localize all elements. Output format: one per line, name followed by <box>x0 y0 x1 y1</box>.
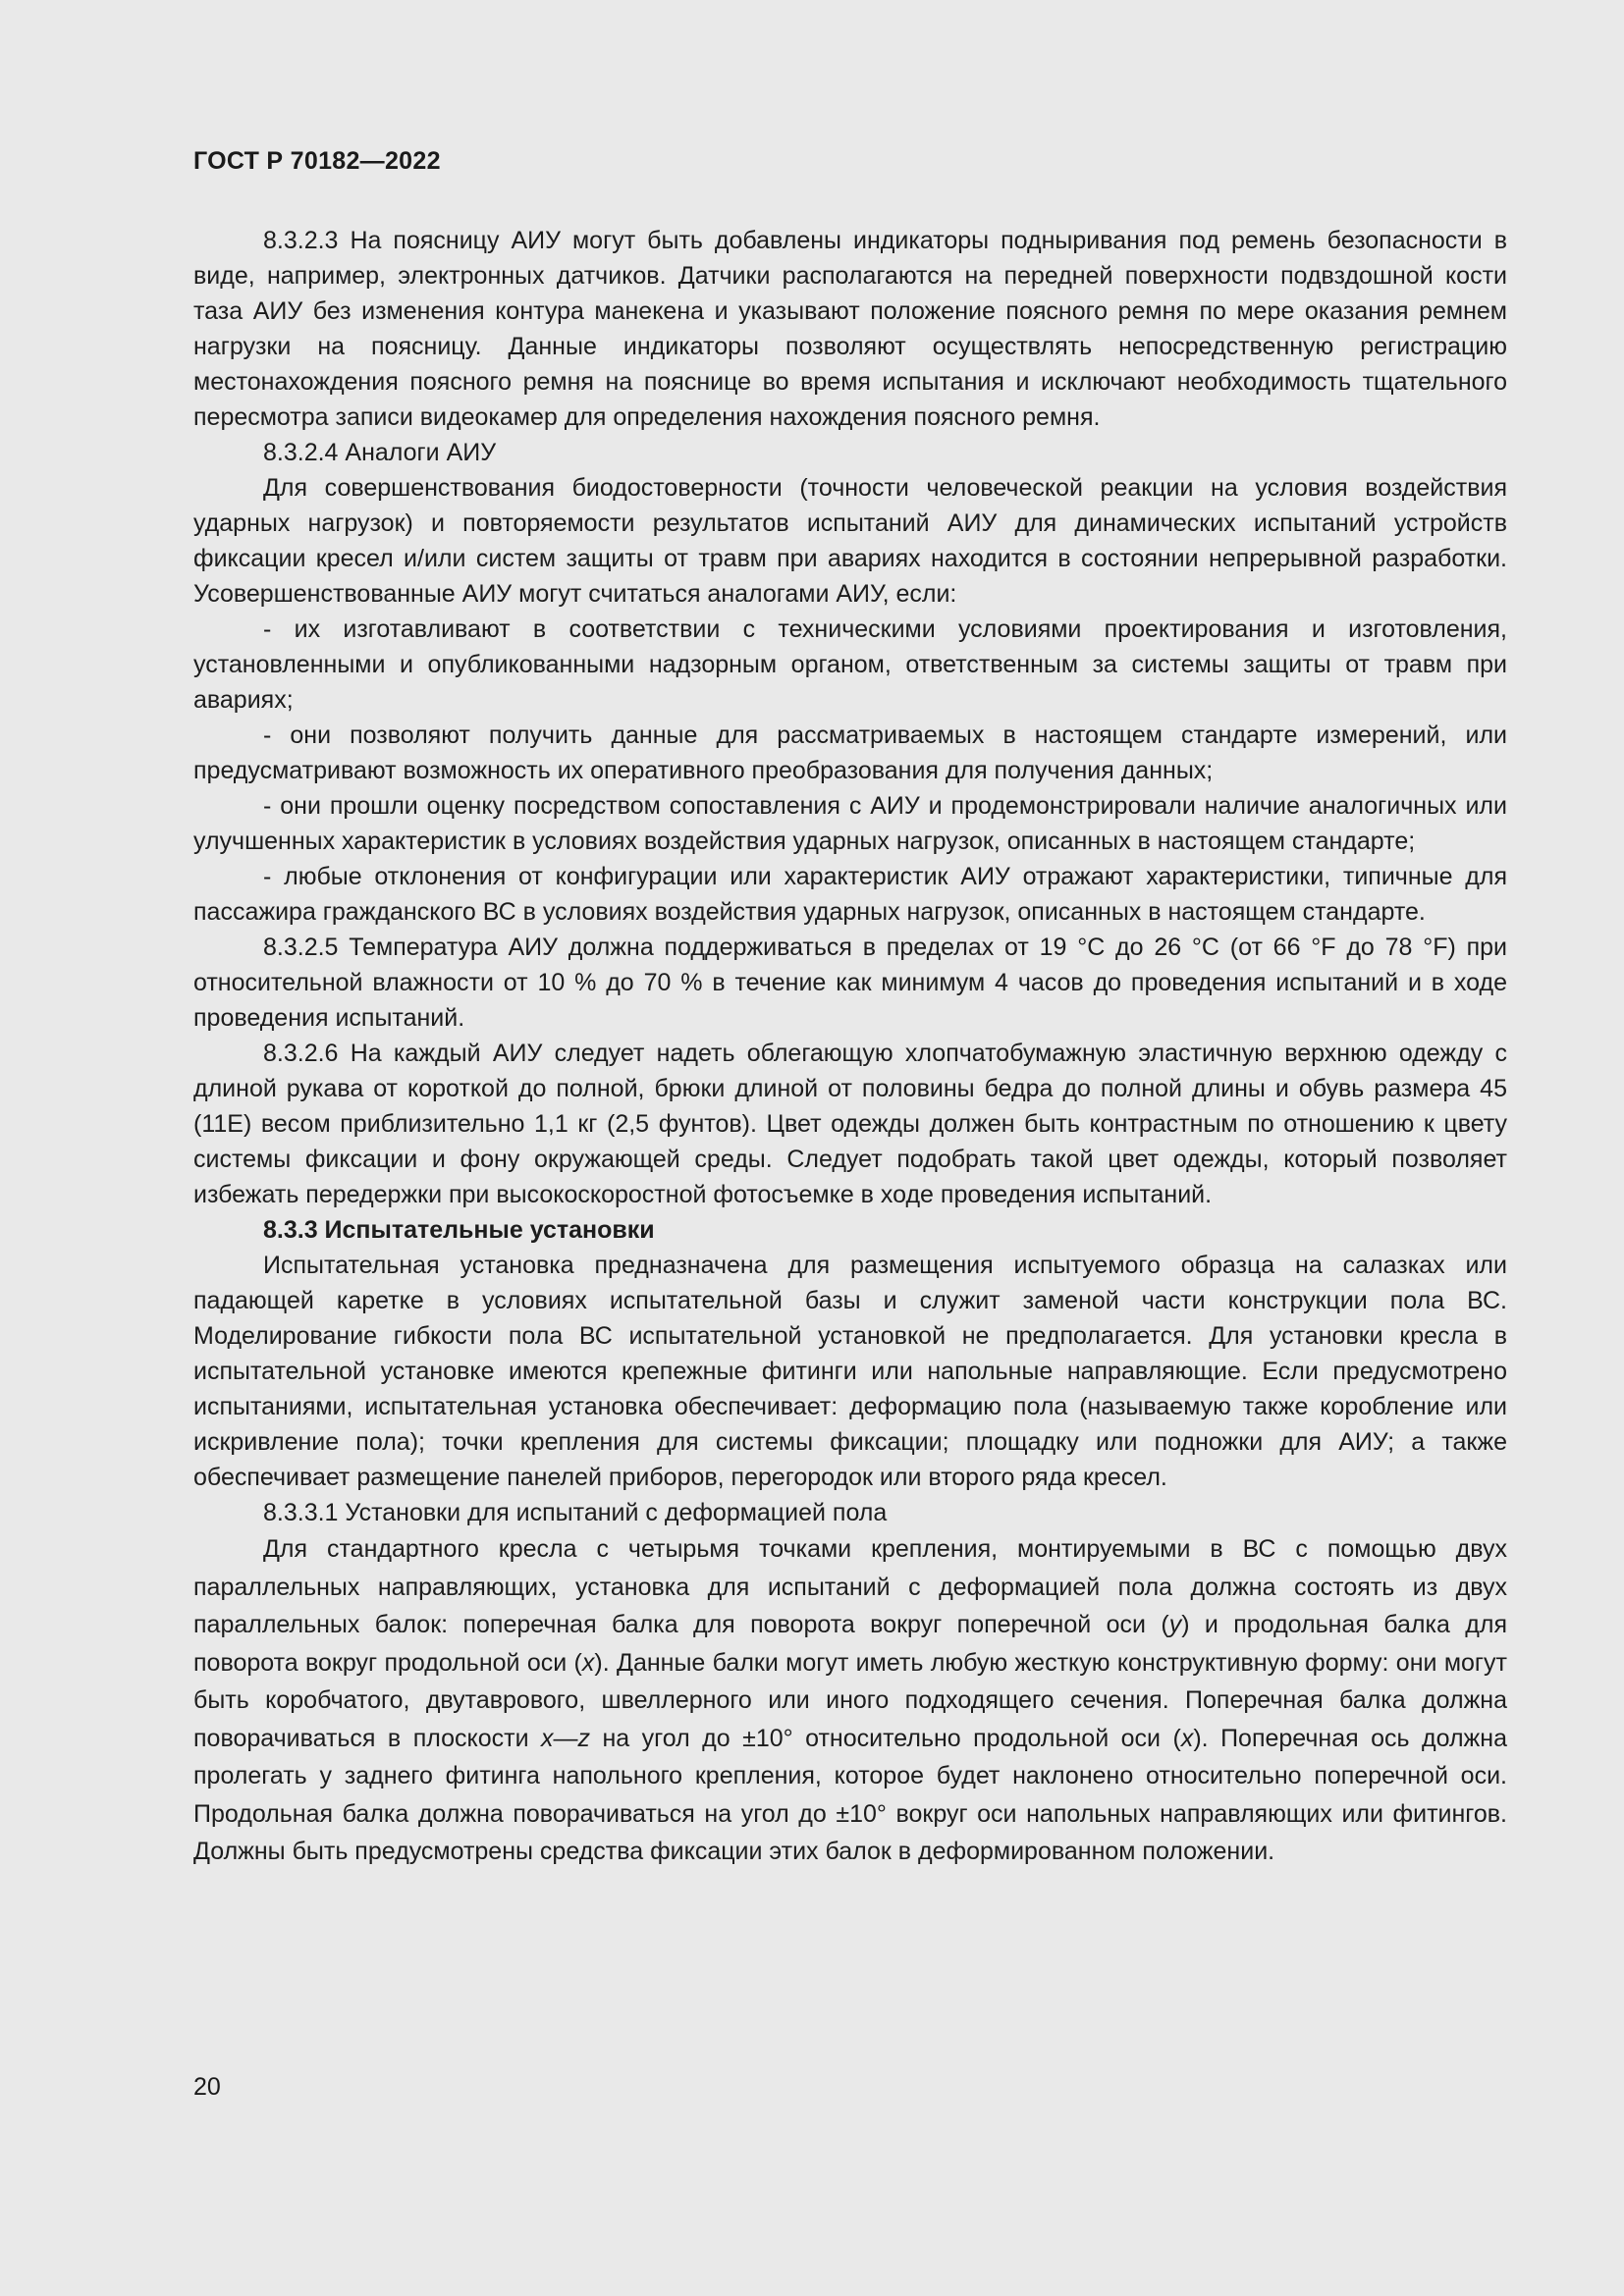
variable-z: z <box>577 1724 591 1752</box>
paragraph-test-fixtures: Испытательная установка предназначена для размещения испытуемого образца на салазках или падающей каретке в условиях испытательной базы и служит заменой части конструкции пола ВС. Моделирование гибкости пола ВС испытательной установкой не предполагается. Для установки кресла в испытательной установке имеются крепежные фитинги или напольные направляющие. Если предусмотрено испытаниями, испытательная установка обеспечивает: деформацию пола (называемую также коробление или искривление пола); точки крепления для системы фиксации; площадку или подножки для АИУ; а также обеспечивает размещение панелей приборов, перегородок или второго ряда кресел. <box>193 1252 1507 1491</box>
list-item-deviations: - любые отклонения от конфигурации или характеристик АИУ отражают характеристики, типичные для пассажира гражданского ВС в условиях воздействия ударных нагрузок, описанных в настоящем стандарте. <box>193 863 1507 926</box>
variable-y: y <box>1168 1611 1182 1638</box>
paragraph-8-3-2-3: 8.3.2.3 На поясницу АИУ могут быть добавлены индикаторы подныривания под ремень безопасности в виде, например, электронных датчиков. Датчики располагаются на передней поверхности подвздошной кости таза АИУ без изменения контура манекена и указывают положение поясного ремня по мере оказания ремнем нагрузки на поясницу. Данные индикаторы позволяют осуществлять непосредственную регистрацию местонахождения поясного ремня на пояснице во время испытания и исключают необходимость тщательного пересмотра записи видеокамер для определения нахождения поясного ремня. <box>193 227 1507 431</box>
paragraph-floor-deformation: Для стандартного кресла с четырьмя точками крепления, монтируемыми в ВС с помощью двух параллельных направляющих, установка для испытаний с деформацией пола должна состоять из двух параллельных балок: поперечная балка для поворота вокруг поперечной оси (y) и продольная балка для поворота вокруг продольной оси (x). Данные балки могут иметь любую жесткую конструктивную форму: они могут быть коробчатого, двутаврового, швеллерного или иного подходящего сечения. Поперечная балка должна поворачиваться в плоскости x—z на угол до ±10° относительно продольной оси (x). Поперечная ось должна пролегать у заднего фитинга напольного крепления, которое будет наклонено относительно поперечной оси. Продольная балка должна поворачиваться на угол до ±10° вокруг оси напольных направляющих или фитингов. Должны быть предусмотрены средства фиксации этих балок в деформированном положении. <box>193 1535 1507 1865</box>
paragraph-analogs-intro: Для совершенствования биодостоверности (точности человеческой реакции на условия воздействия ударных нагрузок) и повторяемости результатов испытаний АИУ для динамических испытаний устройств фиксации кресел и/или систем защиты от травм при авариях находится в состоянии непрерывной разработки. Усовершенствованные АИУ могут считаться аналогами АИУ, если: <box>193 474 1507 608</box>
variable-x: x <box>541 1724 554 1752</box>
paragraph-8-3-2-6: 8.3.2.6 На каждый АИУ следует надеть облегающую хлопчатобумажную эластичную верхнюю одежду с длиной рукава от короткой до полной, брюки длиной от половины бедра до полной длины и обувь размера 45 (11Е) весом приблизительно 1,1 кг (2,5 фунтов). Цвет одежды должен быть контрастным по отношению к цвету системы фиксации и фону окружающей среды. Следует подобрать такой цвет одежды, который позволяет избежать передержки при высокоскоростной фотосъемке в ходе проведения испытаний. <box>193 1040 1507 1208</box>
standard-header: ГОСТ Р 70182—2022 <box>193 147 441 175</box>
paragraph-8-3-2-4-title: 8.3.2.4 Аналоги АИУ <box>263 439 497 466</box>
paragraph-8-3-3-1-title: 8.3.3.1 Установки для испытаний с деформацией пола <box>263 1499 888 1526</box>
page-number: 20 <box>193 2073 221 2101</box>
list-item-manufacturing: - их изготавливают в соответствии с техническими условиями проектирования и изготовления, установленными и опубликованными надзорным органом, ответственным за системы защиты от травм при авариях; <box>193 615 1507 714</box>
list-item-data: - они позволяют получить данные для рассматриваемых в настоящем стандарте измерений, или предусматривают возможность их оперативного преобразования для получения данных; <box>193 721 1507 784</box>
paragraph-8-3-2-5: 8.3.2.5 Температура АИУ должна поддерживаться в пределах от 19 °С до 26 °С (от 66 °F до 78 °F) при относительной влажности от 10 % до 70 % в течение как минимум 4 часов до проведения испытаний и в ходе проведения испытаний. <box>193 934 1507 1032</box>
list-item-evaluation: - они прошли оценку посредством сопоставления с АИУ и продемонстрировали наличие аналогичных или улучшенных характеристик в условиях воздействия ударных нагрузок, описанных в настоящем стандарте; <box>193 792 1507 855</box>
body-text <box>193 223 1507 1871</box>
variable-x: x <box>581 1648 595 1677</box>
section-heading-8-3-3: 8.3.3 Испытательные установки <box>263 1216 655 1244</box>
variable-x: x <box>1180 1724 1194 1752</box>
